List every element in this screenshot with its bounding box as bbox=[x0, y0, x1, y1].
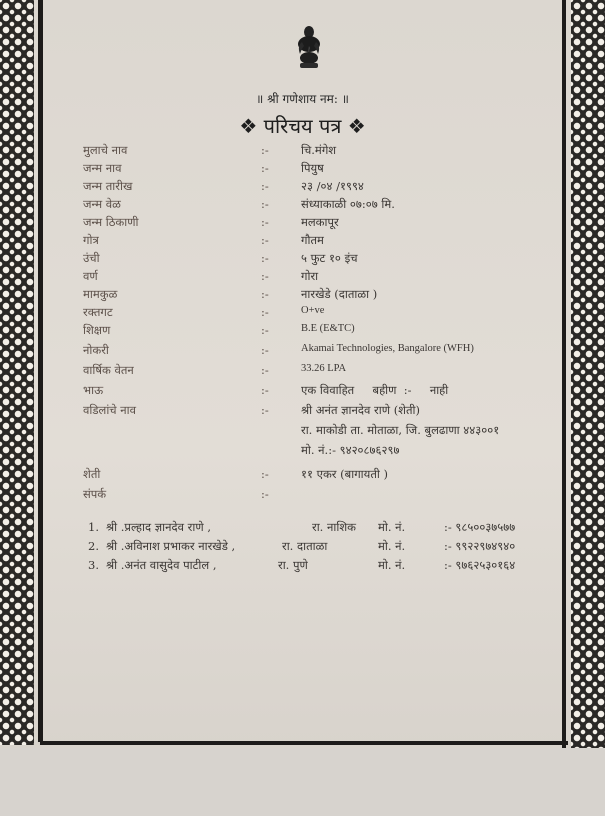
invocation-text: ॥ श्री गणेशाय नम: ॥ bbox=[256, 92, 349, 106]
detail-label: वार्षिक वेतन bbox=[83, 363, 134, 377]
contact-mobile: :- ९८५००३७५७७ bbox=[444, 520, 516, 534]
detail-label: जन्म वेळ bbox=[83, 197, 121, 211]
frame-line-bottom bbox=[40, 741, 568, 745]
contact-mobile: :- ९७६२५३०१६४ bbox=[444, 558, 516, 572]
detail-value: मलकापूर bbox=[301, 215, 339, 229]
contact-mobile: :- ९९२२९७४९४० bbox=[444, 539, 516, 553]
detail-value: संध्याकाळी ०७:०७ मि. bbox=[301, 197, 395, 211]
contact-name: श्री .अविनाश प्रभाकर नारखेडे , bbox=[106, 539, 236, 553]
separator: :- bbox=[261, 323, 269, 337]
separator: :- bbox=[261, 161, 269, 175]
contact-mobile-label: मो. नं. bbox=[378, 558, 406, 572]
contact-name: श्री .अनंत वासुदेव पाटील , bbox=[106, 558, 217, 572]
detail-value: पियुष bbox=[301, 161, 324, 175]
detail-label: जन्म नाव bbox=[83, 161, 122, 175]
separator: :- bbox=[261, 197, 269, 211]
separator: :- bbox=[261, 305, 269, 319]
detail-value: O+ve bbox=[301, 305, 325, 316]
separator: :- bbox=[261, 383, 269, 397]
detail-value: गोरा bbox=[301, 269, 319, 283]
contact-mobile-label: मो. नं. bbox=[378, 520, 406, 534]
separator: :- bbox=[261, 251, 269, 265]
detail-value: नारखेडे (दाताळा ) bbox=[301, 287, 378, 301]
detail-value: 33.26 LPA bbox=[301, 363, 347, 374]
contact-place: रा. नाशिक bbox=[312, 520, 356, 534]
separator: :- bbox=[261, 287, 269, 301]
separator: :- bbox=[261, 143, 269, 157]
detail-label: उंची bbox=[83, 251, 100, 265]
detail-label: वडिलांचे नाव bbox=[83, 403, 137, 417]
detail-label: भाऊ bbox=[83, 383, 104, 397]
contact-place: रा. पुणे bbox=[278, 558, 308, 572]
separator: :- bbox=[261, 403, 269, 417]
detail-label: नोकरी bbox=[83, 343, 109, 357]
separator: :- bbox=[261, 487, 269, 501]
contact-number: 2. bbox=[88, 539, 99, 553]
page-title: ❖ परिचय पत्र ❖ bbox=[239, 114, 366, 138]
detail-label: शिक्षण bbox=[83, 323, 111, 337]
detail-label: मुलाचे नाव bbox=[83, 143, 128, 157]
detail-value: २३ /०४ /१९९४ bbox=[301, 179, 364, 193]
separator: :- bbox=[261, 215, 269, 229]
detail-label: वर्ण bbox=[83, 269, 98, 283]
separator: :- bbox=[261, 363, 269, 377]
father-mobile: मो. नं.:- ९४२०८७६२९७ bbox=[301, 443, 400, 457]
detail-value: ११ एकर (बागायती ) bbox=[301, 467, 388, 481]
contact-place: रा. दाताळा bbox=[282, 539, 328, 553]
detail-value: Akamai Technologies, Bangalore (WFH) bbox=[301, 343, 474, 354]
separator: :- bbox=[261, 269, 269, 283]
detail-value: एक विवाहित बहीण :- नाही bbox=[301, 383, 449, 397]
contact-name: श्री .प्रल्हाद ज्ञानदेव राणे , bbox=[106, 520, 211, 534]
separator: :- bbox=[261, 467, 269, 481]
detail-value: चि.मंगेश bbox=[301, 143, 337, 157]
detail-label: गोत्र bbox=[83, 233, 99, 247]
detail-label: मामकुळ bbox=[83, 287, 118, 301]
separator: :- bbox=[261, 179, 269, 193]
detail-label: जन्म ठिकाणी bbox=[83, 215, 139, 229]
ganesha-icon bbox=[294, 24, 324, 70]
detail-value: ५ फुट १० इंच bbox=[301, 251, 358, 265]
detail-label: शेती bbox=[83, 467, 101, 481]
separator: :- bbox=[261, 233, 269, 247]
detail-value: श्री अनंत ज्ञानदेव राणे (शेती) bbox=[301, 403, 421, 417]
detail-label: जन्म तारीख bbox=[83, 179, 133, 193]
contact-number: 1. bbox=[88, 520, 99, 534]
separator: :- bbox=[261, 343, 269, 357]
detail-label: संपर्क bbox=[83, 487, 107, 501]
detail-label: रक्तगट bbox=[83, 305, 113, 319]
detail-value: गौतम bbox=[301, 233, 324, 247]
contact-mobile-label: मो. नं. bbox=[378, 539, 406, 553]
detail-value: B.E (E&TC) bbox=[301, 323, 355, 334]
page-bottom-margin bbox=[0, 748, 605, 816]
contact-number: 3. bbox=[88, 558, 99, 572]
father-address: रा. माकोडी ता. मोताळा, जि. बुलढाणा ४४३००१ bbox=[301, 423, 500, 437]
